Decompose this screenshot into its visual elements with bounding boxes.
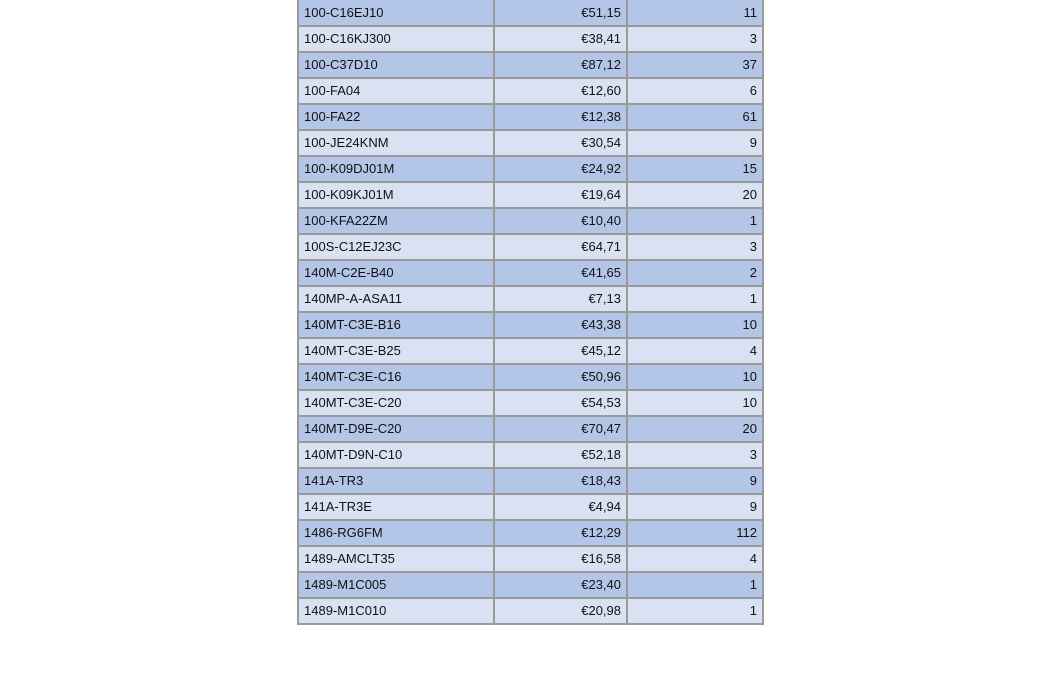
product-code-cell: 100-KFA22ZM xyxy=(298,208,494,234)
quantity-cell: 112 xyxy=(627,520,763,546)
table-row xyxy=(298,494,763,520)
quantity-cell: 10 xyxy=(627,390,763,416)
price-table xyxy=(297,0,764,625)
table-row xyxy=(298,52,763,78)
price-cell: €50,96 xyxy=(494,364,627,390)
product-code-cell: 141A-TR3E xyxy=(298,494,494,520)
price-cell: €70,47 xyxy=(494,416,627,442)
quantity-cell: 1 xyxy=(627,286,763,312)
product-code-cell: 1486-RG6FM xyxy=(298,520,494,546)
product-code-cell: 100-FA04 xyxy=(298,78,494,104)
quantity-cell: 2 xyxy=(627,260,763,286)
quantity-cell: 3 xyxy=(627,442,763,468)
quantity-cell: 15 xyxy=(627,156,763,182)
table-row xyxy=(298,78,763,104)
table-row xyxy=(298,234,763,260)
quantity-cell: 20 xyxy=(627,416,763,442)
table-row xyxy=(298,104,763,130)
price-cell: €12,38 xyxy=(494,104,627,130)
price-cell: €4,94 xyxy=(494,494,627,520)
table-row xyxy=(298,130,763,156)
price-cell: €24,92 xyxy=(494,156,627,182)
product-code-cell: 141A-TR3 xyxy=(298,468,494,494)
product-code-cell: 140MT-D9N-C10 xyxy=(298,442,494,468)
table-row xyxy=(298,442,763,468)
table-row xyxy=(298,546,763,572)
product-code-cell: 140MT-C3E-B25 xyxy=(298,338,494,364)
price-cell: €20,98 xyxy=(494,598,627,624)
quantity-cell: 61 xyxy=(627,104,763,130)
table-row xyxy=(298,260,763,286)
product-code-cell: 140MT-D9E-C20 xyxy=(298,416,494,442)
table-row xyxy=(298,572,763,598)
price-cell: €64,71 xyxy=(494,234,627,260)
table-row xyxy=(298,286,763,312)
quantity-cell: 37 xyxy=(627,52,763,78)
quantity-cell: 10 xyxy=(627,312,763,338)
price-cell: €23,40 xyxy=(494,572,627,598)
table-row xyxy=(298,182,763,208)
quantity-cell: 4 xyxy=(627,338,763,364)
table-row xyxy=(298,364,763,390)
table-row xyxy=(298,156,763,182)
quantity-cell: 1 xyxy=(627,208,763,234)
table-row xyxy=(298,390,763,416)
product-code-cell: 100-FA22 xyxy=(298,104,494,130)
price-cell: €12,60 xyxy=(494,78,627,104)
price-cell: €52,18 xyxy=(494,442,627,468)
product-code-cell: 140MP-A-ASA11 xyxy=(298,286,494,312)
table-row xyxy=(298,338,763,364)
quantity-cell: 4 xyxy=(627,546,763,572)
product-code-cell: 140MT-C3E-C20 xyxy=(298,390,494,416)
table-row xyxy=(298,468,763,494)
price-table-body xyxy=(298,0,763,624)
price-cell: €12,29 xyxy=(494,520,627,546)
price-cell: €7,13 xyxy=(494,286,627,312)
table-row xyxy=(298,26,763,52)
price-cell: €18,43 xyxy=(494,468,627,494)
price-cell: €19,64 xyxy=(494,182,627,208)
table-row xyxy=(298,312,763,338)
table-row xyxy=(298,520,763,546)
price-cell: €38,41 xyxy=(494,26,627,52)
price-cell: €87,12 xyxy=(494,52,627,78)
quantity-cell: 3 xyxy=(627,234,763,260)
quantity-cell: 10 xyxy=(627,364,763,390)
product-code-cell: 100-JE24KNM xyxy=(298,130,494,156)
product-code-cell: 1489-AMCLT35 xyxy=(298,546,494,572)
quantity-cell: 11 xyxy=(627,0,763,26)
price-cell: €16,58 xyxy=(494,546,627,572)
quantity-cell: 3 xyxy=(627,26,763,52)
product-code-cell: 1489-M1C010 xyxy=(298,598,494,624)
quantity-cell: 9 xyxy=(627,468,763,494)
quantity-cell: 20 xyxy=(627,182,763,208)
quantity-cell: 9 xyxy=(627,130,763,156)
table-row xyxy=(298,598,763,624)
product-code-cell: 100-C16KJ300 xyxy=(298,26,494,52)
price-cell: €10,40 xyxy=(494,208,627,234)
product-code-cell: 100-K09DJ01M xyxy=(298,156,494,182)
product-code-cell: 100-C16EJ10 xyxy=(298,0,494,26)
quantity-cell: 1 xyxy=(627,598,763,624)
product-code-cell: 100-K09KJ01M xyxy=(298,182,494,208)
price-cell: €51,15 xyxy=(494,0,627,26)
quantity-cell: 9 xyxy=(627,494,763,520)
price-cell: €45,12 xyxy=(494,338,627,364)
table-row xyxy=(298,208,763,234)
price-cell: €41,65 xyxy=(494,260,627,286)
product-code-cell: 140MT-C3E-C16 xyxy=(298,364,494,390)
quantity-cell: 6 xyxy=(627,78,763,104)
product-code-cell: 1489-M1C005 xyxy=(298,572,494,598)
quantity-cell: 1 xyxy=(627,572,763,598)
price-cell: €54,53 xyxy=(494,390,627,416)
table-row xyxy=(298,0,763,26)
table-row xyxy=(298,416,763,442)
product-code-cell: 100-C37D10 xyxy=(298,52,494,78)
product-code-cell: 140M-C2E-B40 xyxy=(298,260,494,286)
product-code-cell: 100S-C12EJ23C xyxy=(298,234,494,260)
price-cell: €43,38 xyxy=(494,312,627,338)
product-code-cell: 140MT-C3E-B16 xyxy=(298,312,494,338)
price-list-sheet xyxy=(297,0,762,625)
price-cell: €30,54 xyxy=(494,130,627,156)
